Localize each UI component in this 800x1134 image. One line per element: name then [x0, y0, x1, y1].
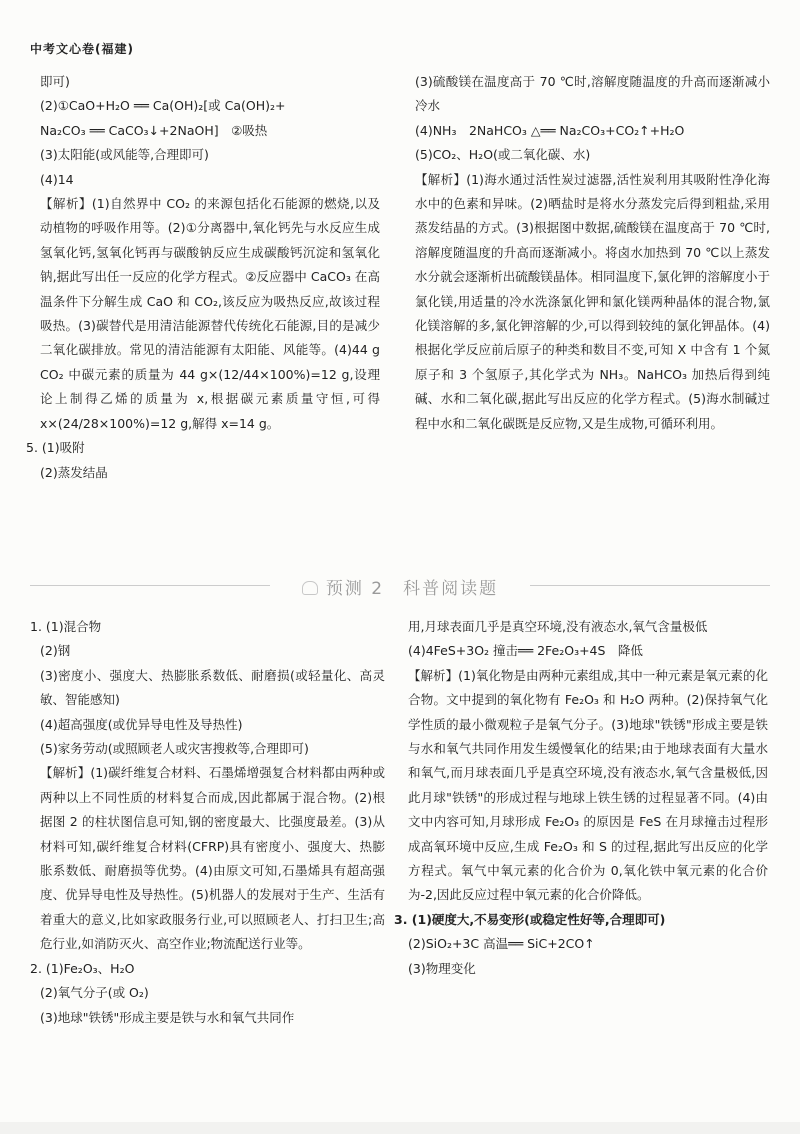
answer-line: (5)家务劳动(或照顾老人或灾害搜救等,合理即可): [40, 741, 309, 757]
analysis-paragraph: 【解析】(1)碳纤维复合材料、石墨烯增强复合材料都由两种或两种以上不同性质的材料复合而成,因此都属于混合物。(2)根据图 2 的柱状图信息可知,钢的密度最大、比强度最差。(3)从材料可知,碳纤维复合材料(CFRP)具有密度小、强度大、热膨胀系数低、耐磨损等优势。(4)由原文可知,石墨烯具有超高强度、优异导电性及导热性。(5)机器人的发展对于生产、生活有着重大的意义,比如家政服务行业,可以照顾老人、打扫卫生;高危行业,如消防灭火、高空作业;物流配送行业等。: [40, 765, 385, 952]
section-title: [280, 574, 520, 599]
section-divider: [30, 572, 770, 598]
top-right-column: [415, 70, 783, 436]
equation-line: (4)NH₃ 2NaHCO₃ △══ Na₂CO₃+CO₂↑+H₂O: [415, 122, 685, 138]
answer-line: 用,月球表面几乎是真空环境,没有液态水,氧气含量极低: [408, 619, 708, 634]
answer-line: (3)太阳能(或风能等,合理即可): [40, 147, 209, 163]
question-number-line: 3. (1)硬度大,不易变形(或稳定性好等,合理即可): [394, 911, 666, 927]
analysis-paragraph: 【解析】(1)自然界中 CO₂ 的来源包括化石能源的燃烧,以及动植物的呼吸作用等。(2)①分离器中,氧化钙先与水反应生成氢氧化钙,氢氧化钙再与碳酸钠反应生成碳酸钙沉淀和氢氧化钠,据此写出任一反应的化学方程式。②反应器中 CaCO₃ 在高温条件下分解生成 CaO 和 CO₂,该反应为吸热反应,故该过程吸热。(3)碳替代是用清洁能源替代传统化石能源,目的是减少二氧化碳排放。常见的清洁能源有太阳能、风能等。(4)44 g CO₂ 中碳元素的质量为 44 g×(12/44×100%)=12 g,设理论上制得乙烯的质量为 x,根据碳元素质量守恒,可得 x×(24/28×100%)=12 g,解得 x=14 g。: [40, 196, 380, 431]
page-header: 中考文心卷(福建): [30, 42, 134, 56]
answer-line: (3)物理变化: [408, 960, 476, 976]
answer-line: (3)密度小、强度大、热膨胀系数低、耐磨损(或轻量化、高灵敏、智能感知): [40, 667, 385, 708]
question-number-line: 1. (1)混合物: [30, 619, 102, 634]
question-number-line: 2. (1)Fe₂O₃、H₂O: [30, 960, 135, 976]
answer-line: (5)CO₂、H₂O(或二氧化碳、水): [415, 147, 591, 163]
equation-line: (2)SiO₂+3C 高温══ SiC+2CO↑: [408, 936, 595, 952]
heart-icon: [302, 581, 318, 595]
answer-line: (2)蒸发结晶: [40, 464, 108, 480]
answer-line: (2)①CaO+H₂O ══ Ca(OH)₂[或 Ca(OH)₂+: [40, 98, 286, 114]
answer-line: (4)超高强度(或优异导电性及导热性): [40, 716, 243, 732]
answer-line: (2)氧气分子(或 O₂): [40, 985, 149, 1001]
question-number-line: 5. (1)吸附: [26, 440, 85, 456]
divider-line-left: [30, 585, 270, 586]
equation-line: (4)4FeS+3O₂ 撞击══ 2Fe₂O₃+4S 降低: [408, 643, 643, 659]
page-edge: [0, 1122, 800, 1134]
answer-line: (3)地球"铁锈"形成主要是铁与水和氧气共同作: [40, 1009, 295, 1025]
answer-line: (4)14: [40, 171, 74, 187]
answer-line: (3)硫酸镁在温度高于 70 ℃时,溶解度随温度的升高而逐渐减小 冷水: [415, 74, 783, 114]
analysis-paragraph: 【解析】(1)氧化物是由两种元素组成,其中一种元素是氧元素的化合物。文中提到的氧化物有 Fe₂O₃ 和 H₂O 两种。(2)保持氧气化学性质的最小微观粒子是氧气分子。(3)地球"铁锈"形成主要是铁与水和氧气共同作用发生缓慢氧化的结果;由于地球表面有大量水和氧气,而月球表面几乎是真空环境,没有液态水,氧气含量极低,因此月球"铁锈"的形成过程与地球上铁生锈的过程显著不同。(4)由文中内容可知,月球形成 Fe₂O₃ 的原因是 FeS 在月球撞击过程形成高氧环境中反应,生成 Fe₂O₃ 和 S 的过程,据此写出反应的化学方程式。氧气中氧元素的化合价为 0,氧化铁中氧元素的化合价为-2,因此反应过程中氧元素的化合价降低。: [408, 667, 768, 903]
analysis-paragraph: 【解析】(1)海水通过活性炭过滤器,活性炭利用其吸附性净化海水中的色素和异味。(2)晒盐时是将水分蒸发完后得到粗盐,采用蒸发结晶的方式。(3)根据图中数据,硫酸镁在温度高于 70 ℃时,溶解度随温度的升高而逐渐减小。将卤水加热到 70 ℃以上蒸发水分就会逐渐析出硫酸镁晶体。相同温度下,氯化钾的溶解度小于氯化镁,用适量的冷水洗涤氯化钾和氯化镁两种晶体的混合物,氯化镁溶解的多,氯化钾溶解的少,可以得到较纯的氯化钾晶体。(4)根据化学反应前后原子的种类和数目不变,可知 X 中含有 1 个氮原子和 3 个氢原子,其化学式为 NH₃。NaHCO₃ 加热后得到纯碱、水和二氧化碳,据此写出反应的化学方程式。(5)海水制碱过程中水和二氧化碳既是反应物,又是生成物,可循环利用。: [415, 171, 770, 431]
bottom-right-column: [394, 615, 768, 981]
answer-line: Na₂CO₃ ══ CaCO₃↓+2NaOH] ②吸热: [40, 122, 268, 138]
top-left-column: [26, 70, 380, 485]
answer-line: (2)钢: [40, 643, 71, 659]
divider-line-right: [530, 585, 770, 586]
bottom-left-column: [30, 615, 385, 1030]
answer-line: 即可): [40, 74, 70, 89]
section-title-text: 预测 2 科普阅读题: [325, 579, 499, 599]
